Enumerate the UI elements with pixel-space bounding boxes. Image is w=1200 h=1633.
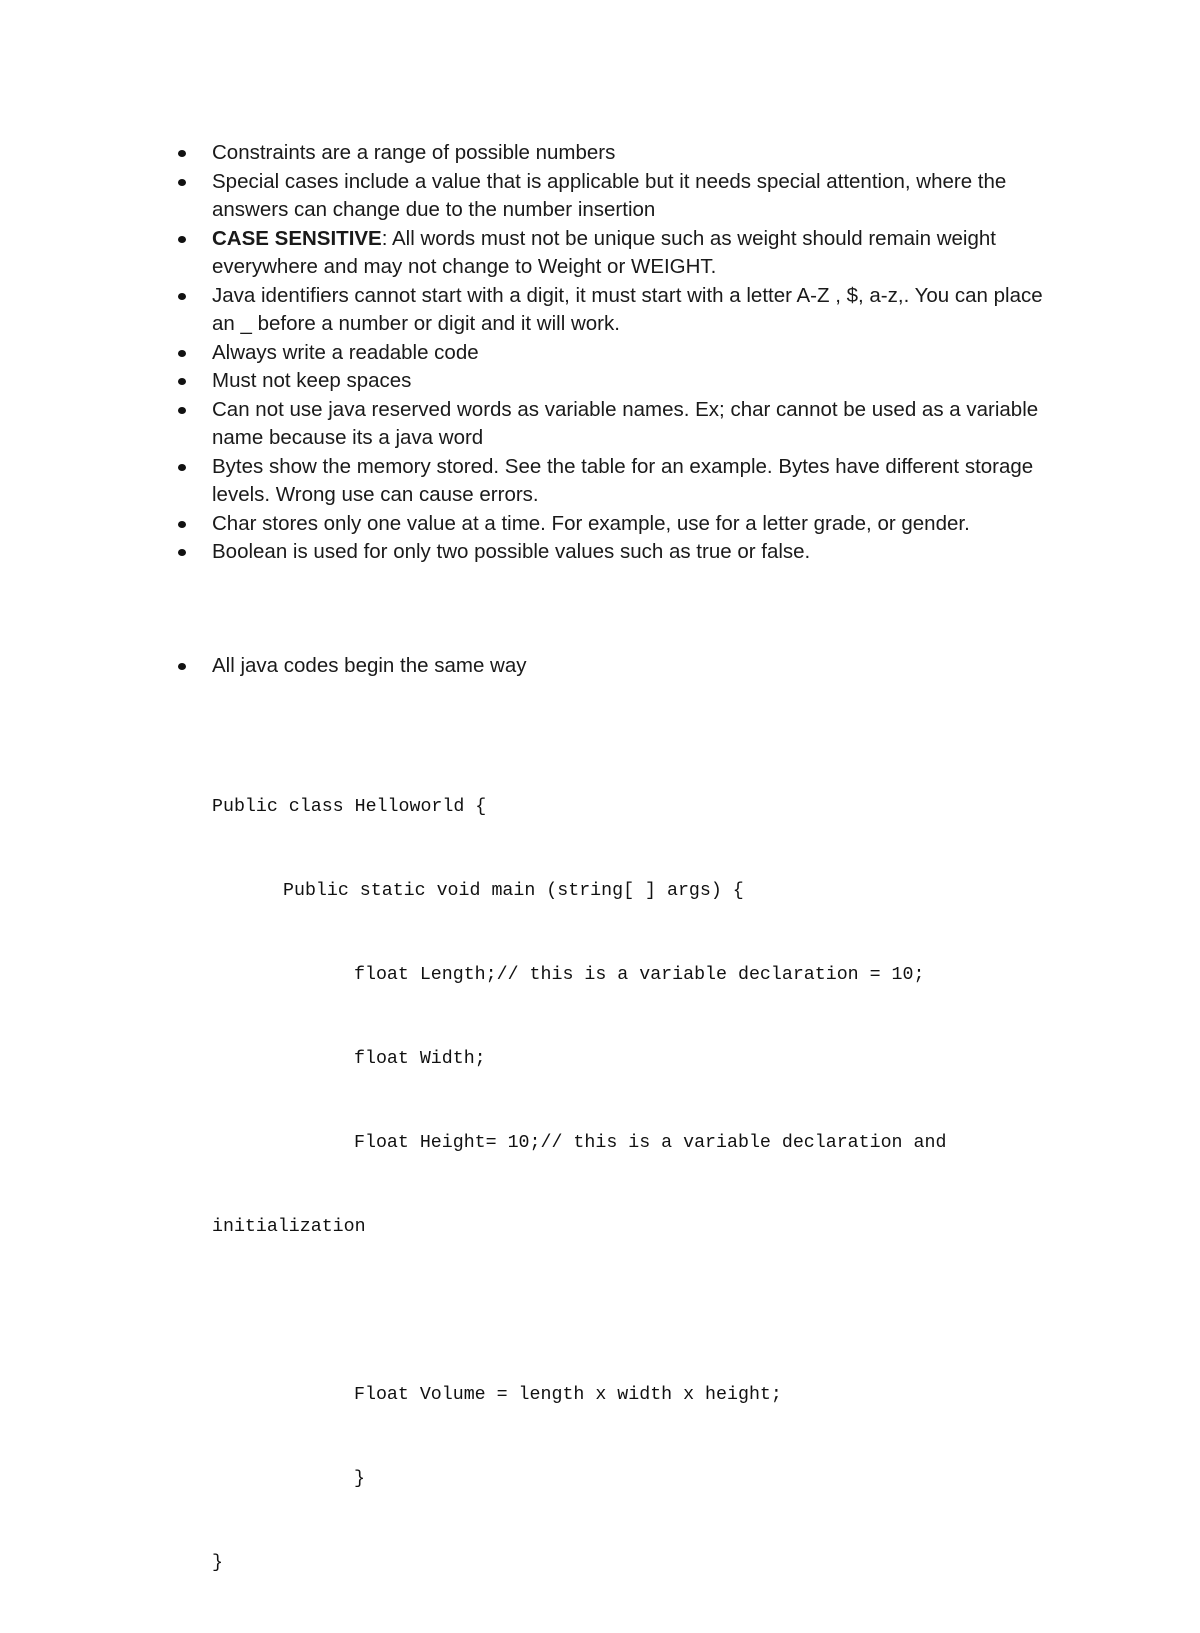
code-line-blank (212, 1297, 1072, 1325)
bullet-text: Char stores only one value at a time. For example, use for a letter grade, or gender. (212, 511, 970, 535)
list-item (175, 396, 1065, 453)
bullet-icon (178, 150, 186, 157)
list-item (175, 538, 1065, 567)
notes-bullet-list-2 (175, 652, 1065, 681)
bullet-text: Bytes show the memory stored. See the table for an example. Bytes have different storage levels. Wrong use can cause errors. (212, 454, 1034, 506)
list-item (175, 339, 1065, 368)
bullet-text: All java codes begin the same way (212, 654, 527, 677)
list-item (175, 453, 1065, 510)
list-item (175, 139, 1065, 168)
code-line: } (212, 1553, 223, 1573)
bullet-icon (178, 179, 186, 186)
bullet-text: Constraints are a range of possible numbers (212, 141, 616, 164)
bullet-icon (178, 293, 186, 300)
bullet-text: Special cases include a value that is applicable but it needs special attention, where the answers can change due to the number insertion (212, 169, 1007, 221)
list-item (175, 282, 1065, 339)
list-item (175, 168, 1065, 225)
bullet-icon (178, 549, 186, 556)
code-line: Float Height= 10;// this is a variable declaration and (354, 1133, 947, 1153)
code-line: Public static void main (string[ ] args) { (283, 881, 744, 901)
java-code-block (212, 737, 1072, 1633)
list-item (175, 652, 1065, 681)
bullet-icon (178, 378, 186, 385)
code-line: initialization (212, 1217, 366, 1237)
code-line: } (354, 1469, 365, 1489)
bullet-text: Can not use java reserved words as variable names. Ex; char cannot be used as a variable name because its a java word (212, 397, 1039, 449)
bullet-text: Boolean is used for only two possible values such as true or false. (212, 540, 811, 563)
bullet-text: Always write a readable code (212, 340, 479, 364)
bullet-icon (178, 236, 186, 243)
bullet-icon (178, 663, 186, 670)
code-line: float Length;// this is a variable declaration = 10; (354, 965, 925, 985)
bullet-icon (178, 521, 186, 528)
notes-bullet-list (175, 139, 1065, 567)
bullet-icon (178, 407, 186, 414)
bullet-text: Java identifiers cannot start with a digit, it must start with a letter A-Z , $, a-z,. You can place an _ before a number or digit and it will work. (212, 283, 1043, 335)
bullet-icon (178, 464, 186, 471)
list-item (175, 510, 1065, 539)
bullet-bold-term: CASE SENSITIVE (212, 226, 382, 250)
bullet-text: Must not keep spaces (212, 369, 412, 392)
list-item (175, 225, 1065, 282)
list-item (175, 367, 1065, 396)
bullet-text: : All words must not be unique such as weight should remain weight everywhere and may not change to Weight or WEIGHT. (212, 226, 996, 278)
code-line: float Width; (354, 1049, 486, 1069)
code-line: Float Volume = length x width x height; (354, 1385, 782, 1405)
bullet-icon (178, 350, 186, 357)
code-line: Public class Helloworld { (212, 797, 487, 817)
